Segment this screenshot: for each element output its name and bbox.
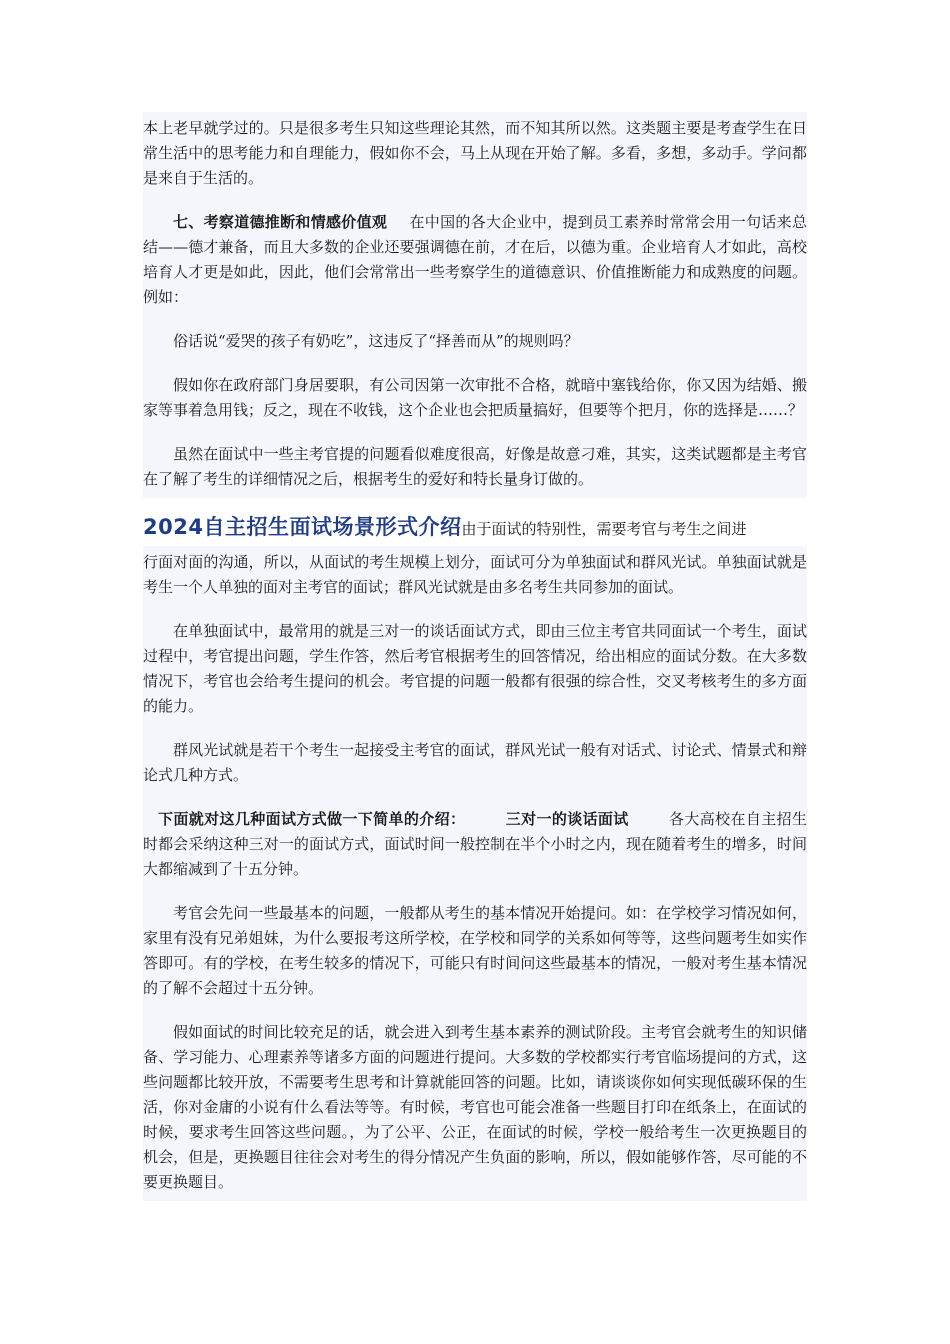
spacer	[143, 360, 807, 369]
question-two: 假如你在政府部门身居要职，有公司因第一次审批不合格，就暗中塞钱给你，你又因为结婚、搬家等事着急用钱；反之，现在不收钱，这个企业也会把质量搞好，但要等个把月，你的选择是……？	[143, 369, 807, 429]
paragraph-basic-questions: 考官会先问一些最基本的问题，一般都从考生的基本情况开始提问。如：在学校学习情况如何，家里有没有兄弟姐妹，为什么要报考这所学校，在学校和同学的关系如何等等，这些问题考生如实作答即可。有的学校，在考生较多的情况下，可能只有时间问这些最基本的情况，一般对考生基本情况的了解不会超过十五分钟。	[143, 897, 807, 1007]
spacer	[143, 725, 807, 734]
spacer	[143, 197, 807, 206]
methods-lead: 下面就对这几种面试方式做一下简单的介绍：	[158, 810, 466, 828]
spacer	[143, 606, 807, 615]
methods-subheading: 三对一的谈话面试	[505, 810, 629, 828]
paragraph-intro-methods	[143, 803, 807, 888]
paragraph-single-interview: 在单独面试中，最常用的就是三对一的谈话面试方式，即由三位主考官共同面试一个考生，面试过程中，考官提出问题，学生作答，然后考官根据考生的回答情况，给出相应的面试分数。在大多数情况下，考官也会给考生提问的机会。考官提的问题一般都有很强的综合性，交叉考核考生的多方面的能力。	[143, 615, 807, 725]
document-page	[143, 112, 807, 1201]
section-seven-text: 在中国的各大企业中，提到员工素养时常常会用一句话来总结——德才兼备，而且大多数的企业还要强调德在前，才在后，以德为重。企业培育人才如此，高校培育人才更是如此，因此，他们会常常出一些考察学生的道德意识、价值推断能力和成熟度的问题。例如：	[143, 213, 807, 306]
section-seven	[143, 206, 807, 316]
section-intro-rest: 行面对面的沟通，所以，从面试的考生规模上划分，面试可分为单独面试和群风光试。单独面试就是考生一个人单独的面对主考官的面试；群风光试就是由多名考生共同参加的面试。	[143, 546, 807, 606]
section-intro-first: 由于面试的特别性，需要考官与考生之间进	[461, 520, 747, 538]
spacer	[143, 429, 807, 438]
paragraph-interviewer-note: 虽然在面试中一些主考官提的问题看似难度很高，好像是故意刁难，其实，这类试题都是主考官在了解了考生的详细情况之后，根据考生的爱好和特长量身订做的。	[143, 438, 807, 498]
spacer	[143, 316, 807, 325]
section-title-line	[143, 512, 807, 544]
spacer	[143, 1007, 807, 1016]
paragraph-quality-test: 假如面试的时间比较充足的话，就会进入到考生基本素养的测试阶段。主考官会就考生的知识储备、学习能力、心理素养等诸多方面的问题进行提问。大多数的学校都实行考官临场提问的方式，这些问题都比较开放，不需要考生思考和计算就能回答的问题。比如，请谈谈你如何实现低碳环保的生活，你对金庸的小说有什么看法等等。有时候，考官也可能会准备一些题目打印在纸条上，在面试的时候，要求考生回答这些问题。，为了公平、公正，在面试的时候，学校一般给考生一次更换题目的机会，但是，更换题目往往会对考生的得分情况产生负面的影响，所以，假如能够作答，尽可能的不要更换题目。	[143, 1016, 807, 1201]
section-title: 2024自主招生面试场景形式介绍	[143, 515, 462, 539]
section-seven-heading: 七、考察道德推断和情感价值观	[173, 213, 388, 231]
question-one: 俗话说“爱哭的孩子有奶吃”，这违反了“择善而从”的规则吗？	[143, 325, 807, 360]
paragraph-group-interview: 群风光试就是若干个考生一起接受主考官的面试，群风光试一般有对话式、讨论式、情景式和辩论式几种方式。	[143, 734, 807, 794]
paragraph-intro: 本上老早就学过的。只是很多考生只知这些理论其然，而不知其所以然。这类题主要是考查学生在日常生活中的思考能力和自理能力，假如你不会，马上从现在开始了解。多看，多想，多动手。学问都是来自于生活的。	[143, 112, 807, 197]
spacer	[143, 888, 807, 897]
spacer	[143, 794, 807, 803]
methods-text: 各大高校在自主招生时都会采纳这种三对一的面试方式，面试时间一般控制在半个小时之内，现在随着考生的增多，时间大都缩减到了十五分钟。	[143, 810, 807, 878]
